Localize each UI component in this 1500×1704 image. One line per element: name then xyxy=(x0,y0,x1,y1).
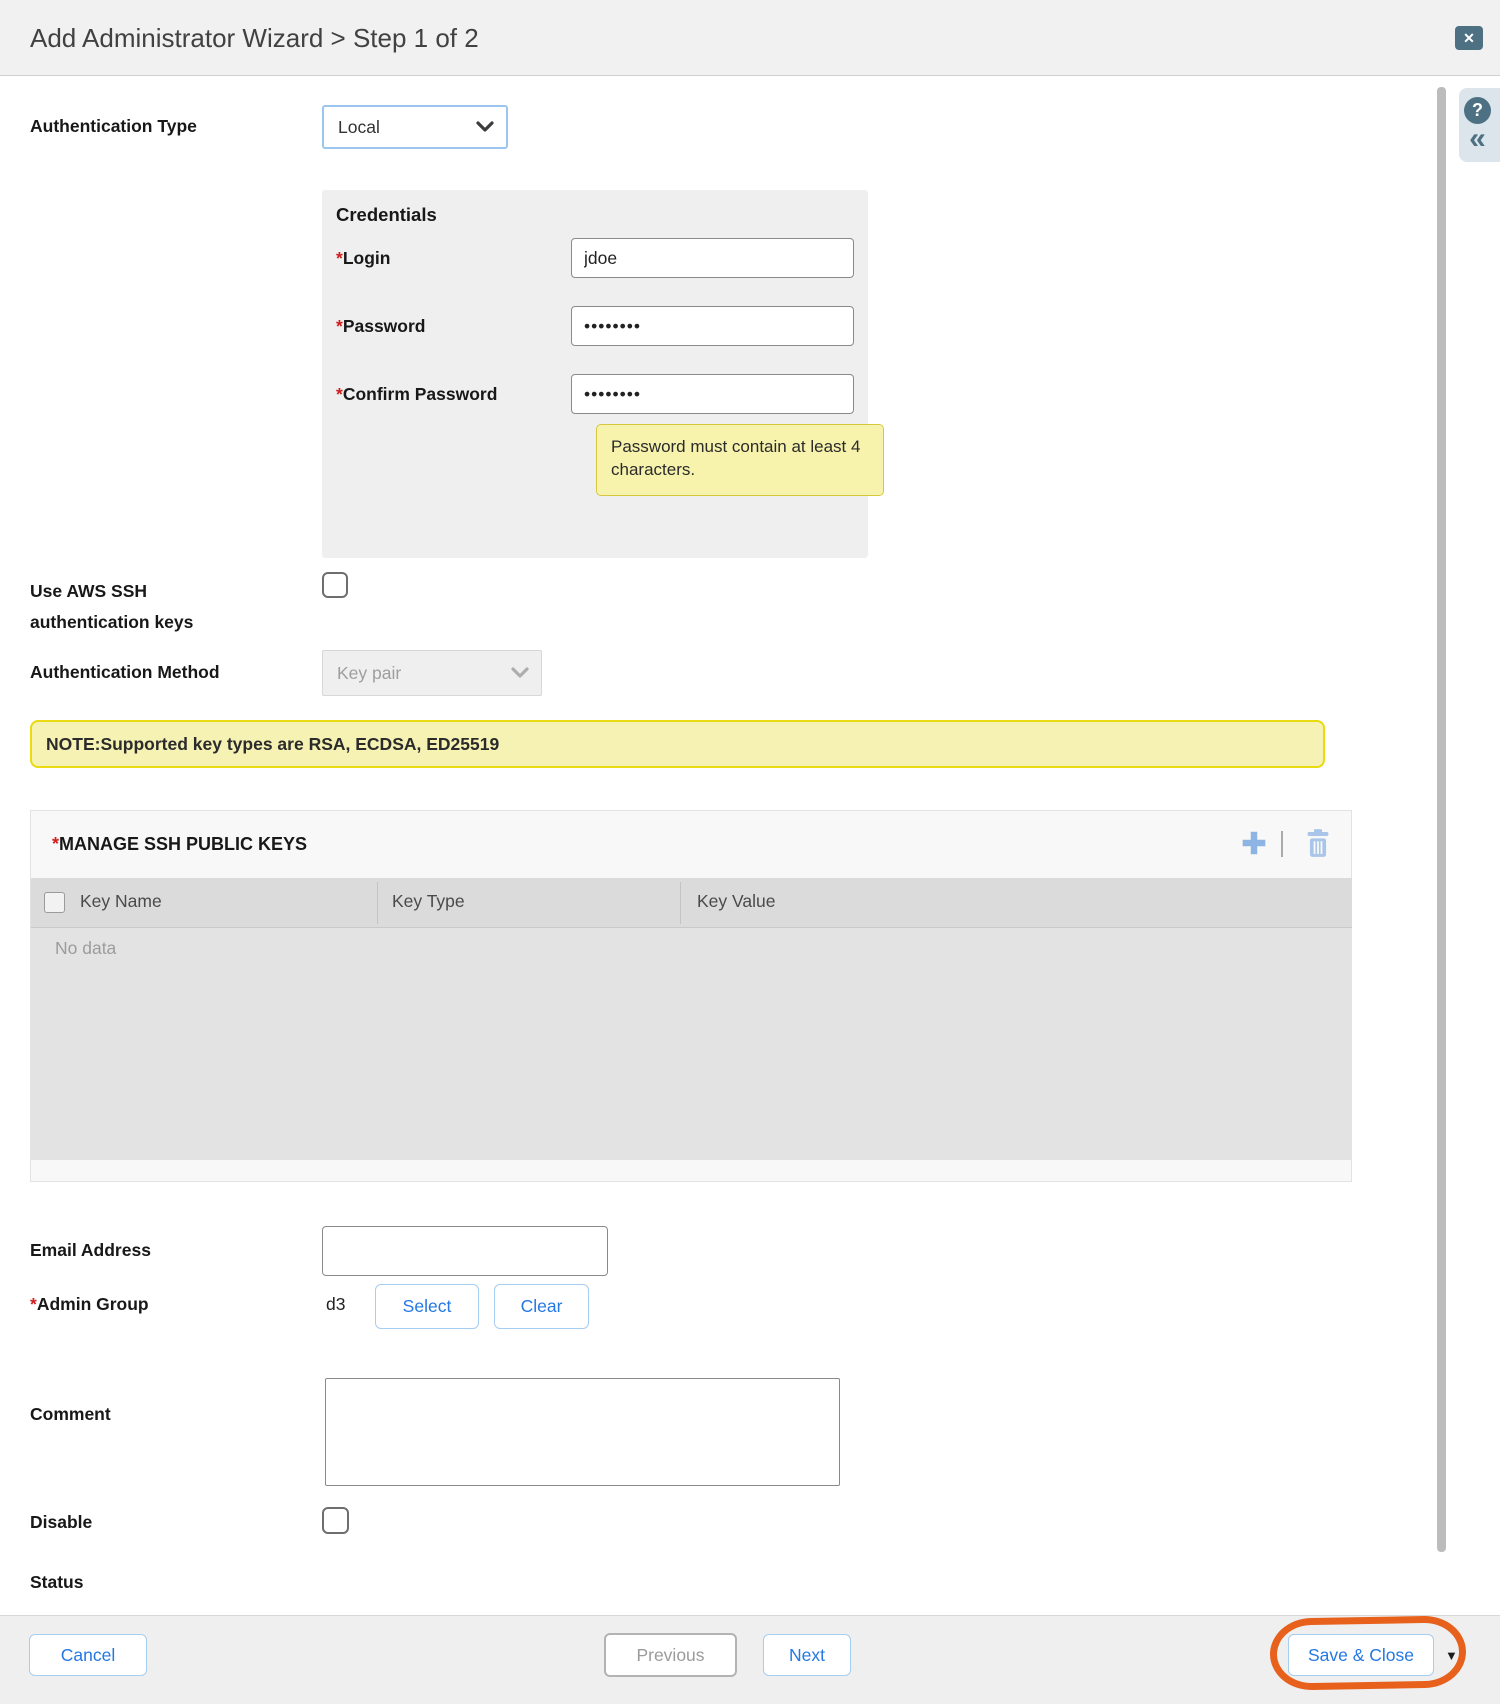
chevron-down-icon xyxy=(476,121,494,133)
auth-type-select[interactable] xyxy=(322,105,508,149)
help-icon: ? xyxy=(1472,100,1483,120)
aws-ssh-keys-checkbox[interactable] xyxy=(322,572,348,598)
dialog-footer xyxy=(0,1615,1500,1704)
caret-down-icon: ▼ xyxy=(1445,1648,1458,1663)
password-label: *Password xyxy=(336,316,426,336)
comment-label: Comment xyxy=(30,1404,111,1424)
column-header-key-value[interactable]: Key Value xyxy=(697,891,776,911)
comment-textarea[interactable] xyxy=(325,1378,840,1486)
confirm-password-input[interactable] xyxy=(571,374,854,414)
credentials-heading: Credentials xyxy=(336,204,437,225)
close-button[interactable] xyxy=(1455,26,1483,50)
note-banner: NOTE:Supported key types are RSA, ECDSA, ED25519 xyxy=(30,720,1325,768)
disable-label: Disable xyxy=(30,1512,93,1532)
auth-method-label: Authentication Method xyxy=(30,662,220,682)
password-hint: Password must contain at least 4 characters. xyxy=(596,424,884,496)
icon-separator xyxy=(1281,831,1283,857)
admin-group-value: d3 xyxy=(326,1294,346,1314)
dialog-title: Add Administrator Wizard > Step 1 of 2 xyxy=(30,23,479,53)
ssh-keys-table-body xyxy=(31,928,1352,1160)
previous-button[interactable]: Previous xyxy=(604,1633,737,1677)
save-and-close-button[interactable]: Save & Close xyxy=(1288,1634,1434,1676)
save-options-caret[interactable] xyxy=(1445,1648,1458,1663)
password-input[interactable] xyxy=(571,306,854,346)
select-all-checkbox[interactable] xyxy=(44,892,65,913)
help-button[interactable] xyxy=(1464,97,1491,124)
admin-group-clear-button[interactable]: Clear xyxy=(494,1284,589,1329)
plus-icon xyxy=(1240,829,1268,857)
confirm-password-label: *Confirm Password xyxy=(336,384,498,404)
email-label: Email Address xyxy=(30,1240,151,1260)
status-label: Status xyxy=(30,1572,84,1592)
disable-checkbox[interactable] xyxy=(322,1507,349,1534)
next-button[interactable]: Next xyxy=(763,1634,851,1676)
vertical-scrollbar[interactable] xyxy=(1437,87,1446,1552)
login-label: *Login xyxy=(336,248,391,268)
ssh-keys-heading: *MANAGE SSH PUBLIC KEYS xyxy=(52,834,308,854)
auth-type-label: Authentication Type xyxy=(30,116,197,136)
add-key-button[interactable] xyxy=(1240,829,1268,857)
admin-group-label: *Admin Group xyxy=(30,1294,149,1314)
cancel-button[interactable]: Cancel xyxy=(29,1634,147,1676)
chevron-down-icon xyxy=(511,667,529,679)
column-header-key-type[interactable]: Key Type xyxy=(392,891,465,911)
column-divider xyxy=(680,882,681,924)
collapse-panel-button[interactable] xyxy=(1462,122,1493,156)
ssh-keys-table-header xyxy=(31,878,1352,928)
column-header-key-name[interactable]: Key Name xyxy=(80,891,162,911)
delete-key-button[interactable] xyxy=(1303,828,1333,858)
required-marker: * xyxy=(336,248,343,268)
login-input[interactable] xyxy=(571,238,854,278)
auth-type-selected-value: Local xyxy=(338,116,380,137)
close-icon: ✕ xyxy=(1463,29,1475,46)
collapse-icon: « xyxy=(1469,122,1486,155)
email-field[interactable] xyxy=(322,1226,608,1276)
no-data-text: No data xyxy=(55,938,117,958)
auth-method-select xyxy=(322,650,542,696)
aws-ssh-keys-label: Use AWS SSH authentication keys xyxy=(30,581,194,632)
admin-group-select-button[interactable]: Select xyxy=(375,1284,479,1329)
auth-method-selected-value: Key pair xyxy=(337,662,402,683)
trash-icon xyxy=(1303,828,1333,858)
column-divider xyxy=(377,882,378,924)
